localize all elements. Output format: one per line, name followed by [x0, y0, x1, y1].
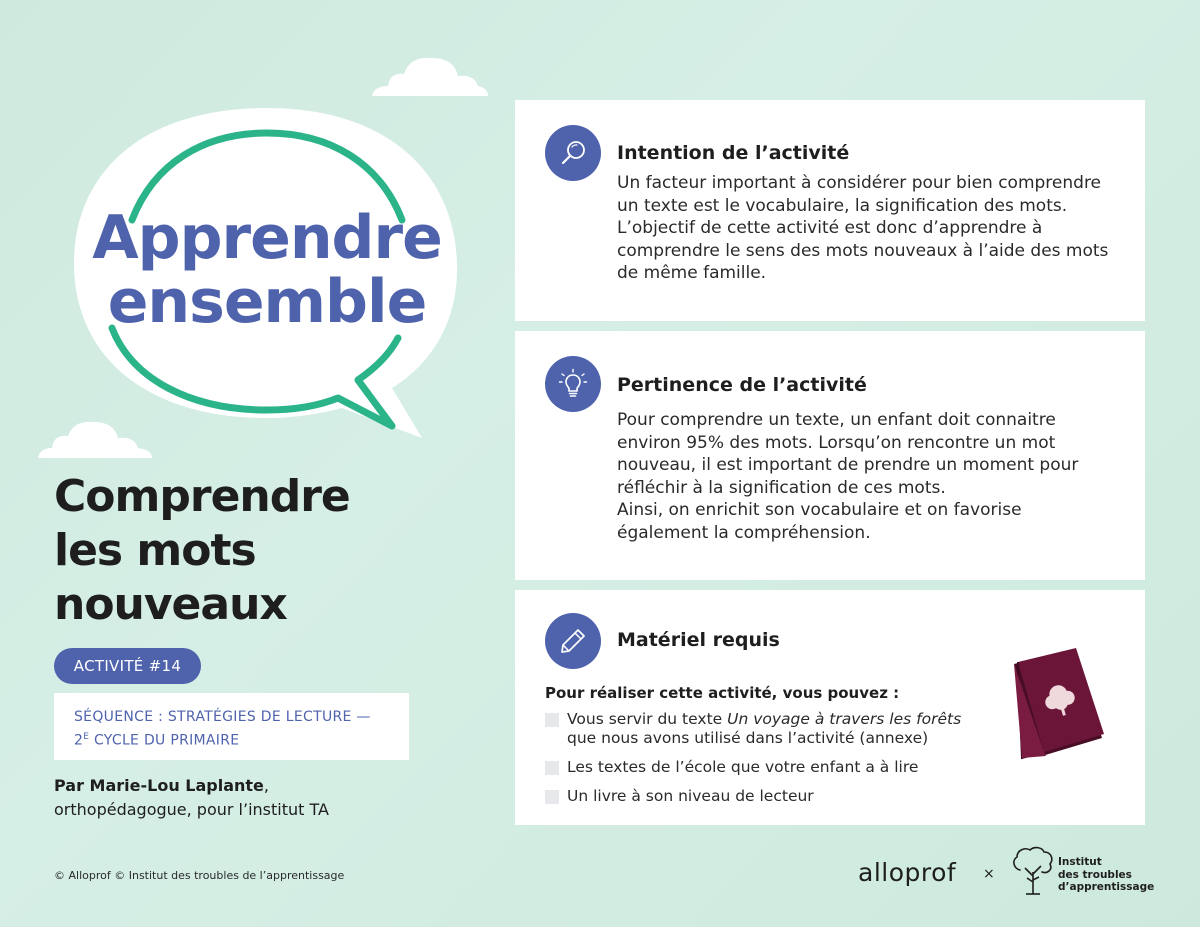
bubble-title-line1: Apprendre [92, 203, 442, 273]
materiel-item-1 [545, 710, 975, 748]
materiel-card [515, 590, 1145, 825]
materiel-item-1-text [567, 710, 975, 748]
bubble-title [62, 203, 472, 337]
materiel-item-3-text: Un livre à son niveau de lecteur [567, 787, 814, 805]
sequence-cycle-number: 2 [74, 732, 84, 749]
author-comma: , [263, 776, 269, 795]
sequence-cycle-superscript: E [83, 732, 90, 742]
materiel-item-1-prefix: Vous servir du texte [567, 710, 728, 728]
sequence-line1: SÉQUENCE : STRATÉGIES DE LECTURE — [74, 709, 371, 725]
materiel-title: Matériel requis [617, 629, 780, 651]
sequence-cycle-rest: CYCLE DU PRIMAIRE [89, 732, 240, 749]
pencil-icon [545, 613, 601, 669]
cloud-top-decoration [370, 52, 490, 98]
intention-card [515, 100, 1145, 321]
materiel-item-3 [545, 787, 975, 806]
bubble-title-line2: ensemble [107, 267, 427, 337]
author-credit [54, 774, 329, 822]
alloprof-logo: alloprof [858, 858, 957, 887]
materiel-list [545, 710, 975, 816]
magnifier-icon [545, 125, 601, 181]
page-title [54, 470, 474, 632]
materiel-item-1-book-title: Un voyage à travers les forêts [727, 710, 962, 728]
ita-logo-line3: d’apprentissage [1058, 881, 1155, 893]
intention-body: Un facteur important à considérer pour bien comprendre un texte est le vocabulaire, la signification des mots. L’objectif de cette activité est donc d’apprendre à comprendre le sens des mots nouveaux à l’aide des mots de même famille. [617, 173, 1109, 283]
lightbulb-icon [545, 356, 601, 412]
ita-logo-line1: Institut [1058, 856, 1102, 868]
pertinence-body [617, 409, 1117, 544]
speech-bubble-logo [62, 108, 472, 453]
author-role: orthopédagogue, pour l’institut TA [54, 800, 329, 819]
ita-logo-text [1058, 856, 1154, 894]
sequence-line2 [74, 727, 389, 751]
page-title-line2: les mots [54, 525, 256, 576]
tree-brain-icon [1010, 846, 1056, 896]
checkbox-icon[interactable] [545, 713, 559, 727]
book-illustration-icon [1010, 648, 1110, 760]
ita-logo-line2: des troubles [1058, 868, 1132, 881]
pertinence-paragraph-2: Ainsi, on enrichit son vocabulaire et on favorise également la compréhension. [617, 500, 1022, 543]
checkbox-icon[interactable] [545, 790, 559, 804]
pertinence-card [515, 331, 1145, 580]
pertinence-paragraph-1: Pour comprendre un texte, un enfant doit connaitre environ 95% des mots. Lorsqu’on rencontre un mot nouveau, il est important de prendre un moment pour réfléchir à la signification de ces mots. [617, 410, 1079, 498]
materiel-subtitle: Pour réaliser cette activité, vous pouvez : [545, 684, 900, 702]
pertinence-title: Pertinence de l’activité [617, 374, 867, 396]
materiel-item-2-text: Les textes de l’école que votre enfant a à lire [567, 758, 919, 776]
page-title-line1: Comprendre [54, 471, 350, 522]
logo-separator: × [983, 866, 995, 882]
materiel-item-1-suffix: que nous avons utilisé dans l’activité (annexe) [567, 729, 929, 747]
intention-title: Intention de l’activité [617, 142, 850, 164]
checkbox-icon[interactable] [545, 761, 559, 775]
sequence-label [54, 693, 409, 760]
author-name: Par Marie-Lou Laplante [54, 776, 264, 795]
copyright-notice: © Alloprof © Institut des troubles de l’apprentissage [54, 869, 345, 882]
page-title-line3: nouveaux [54, 579, 287, 630]
materiel-item-2 [545, 758, 975, 777]
activity-number-badge: ACTIVITÉ #14 [54, 648, 201, 684]
